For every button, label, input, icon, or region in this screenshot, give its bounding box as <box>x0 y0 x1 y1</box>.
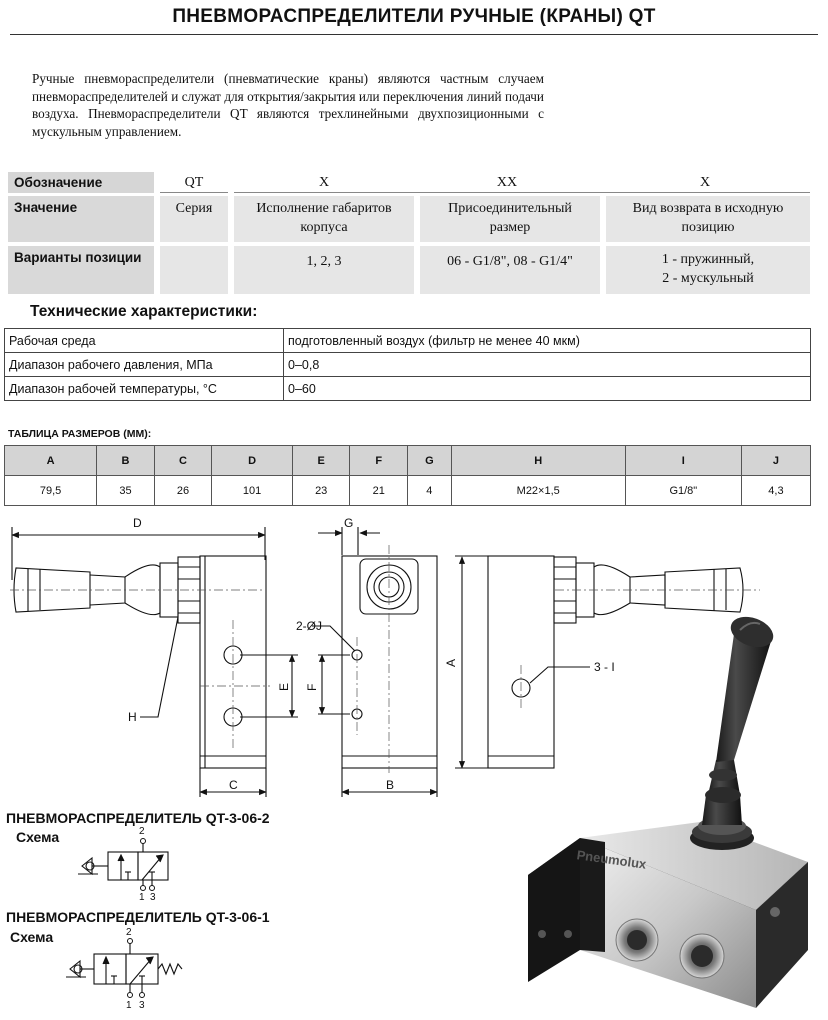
tech-param: Диапазон рабочей температуры, °С <box>5 377 284 401</box>
port-label: 3 <box>150 892 156 902</box>
tech-title: Технические характеристики: <box>30 303 258 320</box>
dim-header: B <box>97 446 155 476</box>
dimensions-header-row <box>5 446 811 476</box>
tech-value: подготовленный воздух (фильтр не менее 40 мкм) <box>284 329 811 353</box>
dim-label-j: 2-ØJ <box>296 619 323 633</box>
designation-code-port: XX <box>414 172 600 193</box>
dim-value: 4 <box>408 476 452 506</box>
tech-row <box>5 377 811 401</box>
dim-header: A <box>5 446 97 476</box>
tech-row <box>5 329 811 353</box>
designation-variant-series <box>160 246 228 294</box>
port-label: 1 <box>139 892 145 902</box>
title-divider <box>10 34 818 35</box>
port-label: 3 <box>139 1000 145 1011</box>
dim-label-g: G <box>344 516 354 530</box>
dim-label-b: B <box>386 778 395 792</box>
dim-value: 21 <box>350 476 408 506</box>
valve-body <box>528 822 808 1008</box>
designation-value-label: Значение <box>8 196 154 242</box>
front-view <box>12 527 298 797</box>
dim-value: G1/8" <box>625 476 741 506</box>
designation-code-series: QT <box>160 172 228 193</box>
dim-label-e: E <box>277 682 291 691</box>
tech-value: 0–0,8 <box>284 353 811 377</box>
dim-header: C <box>154 446 212 476</box>
dim-label-i: 3 - I <box>594 660 615 674</box>
product-photo <box>520 610 820 1010</box>
designation-value-series: Серия <box>160 196 228 242</box>
dim-header: E <box>292 446 350 476</box>
schema-label: Схема <box>10 929 54 945</box>
port-label: 2 <box>139 826 145 837</box>
variant-title: ПНЕВМОРАСПРЕДЕЛИТЕЛЬ QT-3-06-2 <box>6 810 270 826</box>
valve-schema-2 <box>62 926 192 1016</box>
variant-title: ПНЕВМОРАСПРЕДЕЛИТЕЛЬ QT-3-06-1 <box>6 909 270 925</box>
designation-variant-size: 1, 2, 3 <box>234 246 414 294</box>
valve-schema-1 <box>70 822 180 902</box>
return-variant-spring: 1 - пружинный, <box>661 252 755 267</box>
designation-variant-return <box>606 246 810 294</box>
designation-header-label: Обозначение <box>8 172 154 193</box>
tech-param: Диапазон рабочего давления, МПа <box>5 353 284 377</box>
port-label: 1 <box>126 1000 132 1011</box>
designation-code-return: X <box>600 172 810 193</box>
port-label: 2 <box>126 927 132 938</box>
product-brand: Pneumolux <box>575 847 648 872</box>
dim-value: 79,5 <box>5 476 97 506</box>
dim-value: M22×1,5 <box>451 476 625 506</box>
dim-label-h: H <box>128 710 137 724</box>
dim-label-f: F <box>305 683 319 691</box>
dim-value: 26 <box>154 476 212 506</box>
tech-param: Рабочая среда <box>5 329 284 353</box>
dim-label-d: D <box>133 516 142 530</box>
dim-header: G <box>408 446 452 476</box>
designation-value-return: Вид возврата в исходную позицию <box>606 196 810 242</box>
side-view <box>312 527 437 797</box>
dim-header: F <box>350 446 408 476</box>
designation-value-port: Присоединительный размер <box>420 196 600 242</box>
dim-header: J <box>741 446 810 476</box>
designation-value-size: Исполнение габаритов корпуса <box>234 196 414 242</box>
schema-label: Схема <box>16 829 60 845</box>
dim-value: 101 <box>212 476 293 506</box>
dim-label-c: C <box>229 778 238 792</box>
tech-row <box>5 353 811 377</box>
dim-value: 23 <box>292 476 350 506</box>
page-title: ПНЕВМОРАСПРЕДЕЛИТЕЛИ РУЧНЫЕ (КРАНЫ) QT <box>172 6 656 27</box>
designation-variants-label: Варианты позиции <box>8 246 154 294</box>
intro-paragraph: Ручные пневмораспределители (пневматические краны) являются частным случаем пневмораспределителей и служат для открытия/закрытия или переключения линий подачи воздуха. Пневмораспределители QT являются трехлинейными двухпозиционными с мускульным управлением. <box>32 71 544 139</box>
dim-header: H <box>451 446 625 476</box>
tech-value: 0–60 <box>284 377 811 401</box>
dim-value: 4,3 <box>741 476 810 506</box>
dim-label-a: A <box>444 658 458 667</box>
valve-handle <box>690 611 777 850</box>
dimensions-table <box>4 445 811 506</box>
dim-header: I <box>625 446 741 476</box>
dim-value: 35 <box>97 476 155 506</box>
dimensions-title: ТАБЛИЦА РАЗМЕРОВ (ММ): <box>8 428 152 440</box>
dim-header: D <box>212 446 293 476</box>
return-variant-manual: 2 - мускульный <box>662 271 754 286</box>
designation-variant-port: 06 - G1/8", 08 - G1/4" <box>420 246 600 294</box>
tech-table <box>4 328 811 401</box>
dimensions-value-row <box>5 476 811 506</box>
designation-code-size: X <box>234 172 414 193</box>
